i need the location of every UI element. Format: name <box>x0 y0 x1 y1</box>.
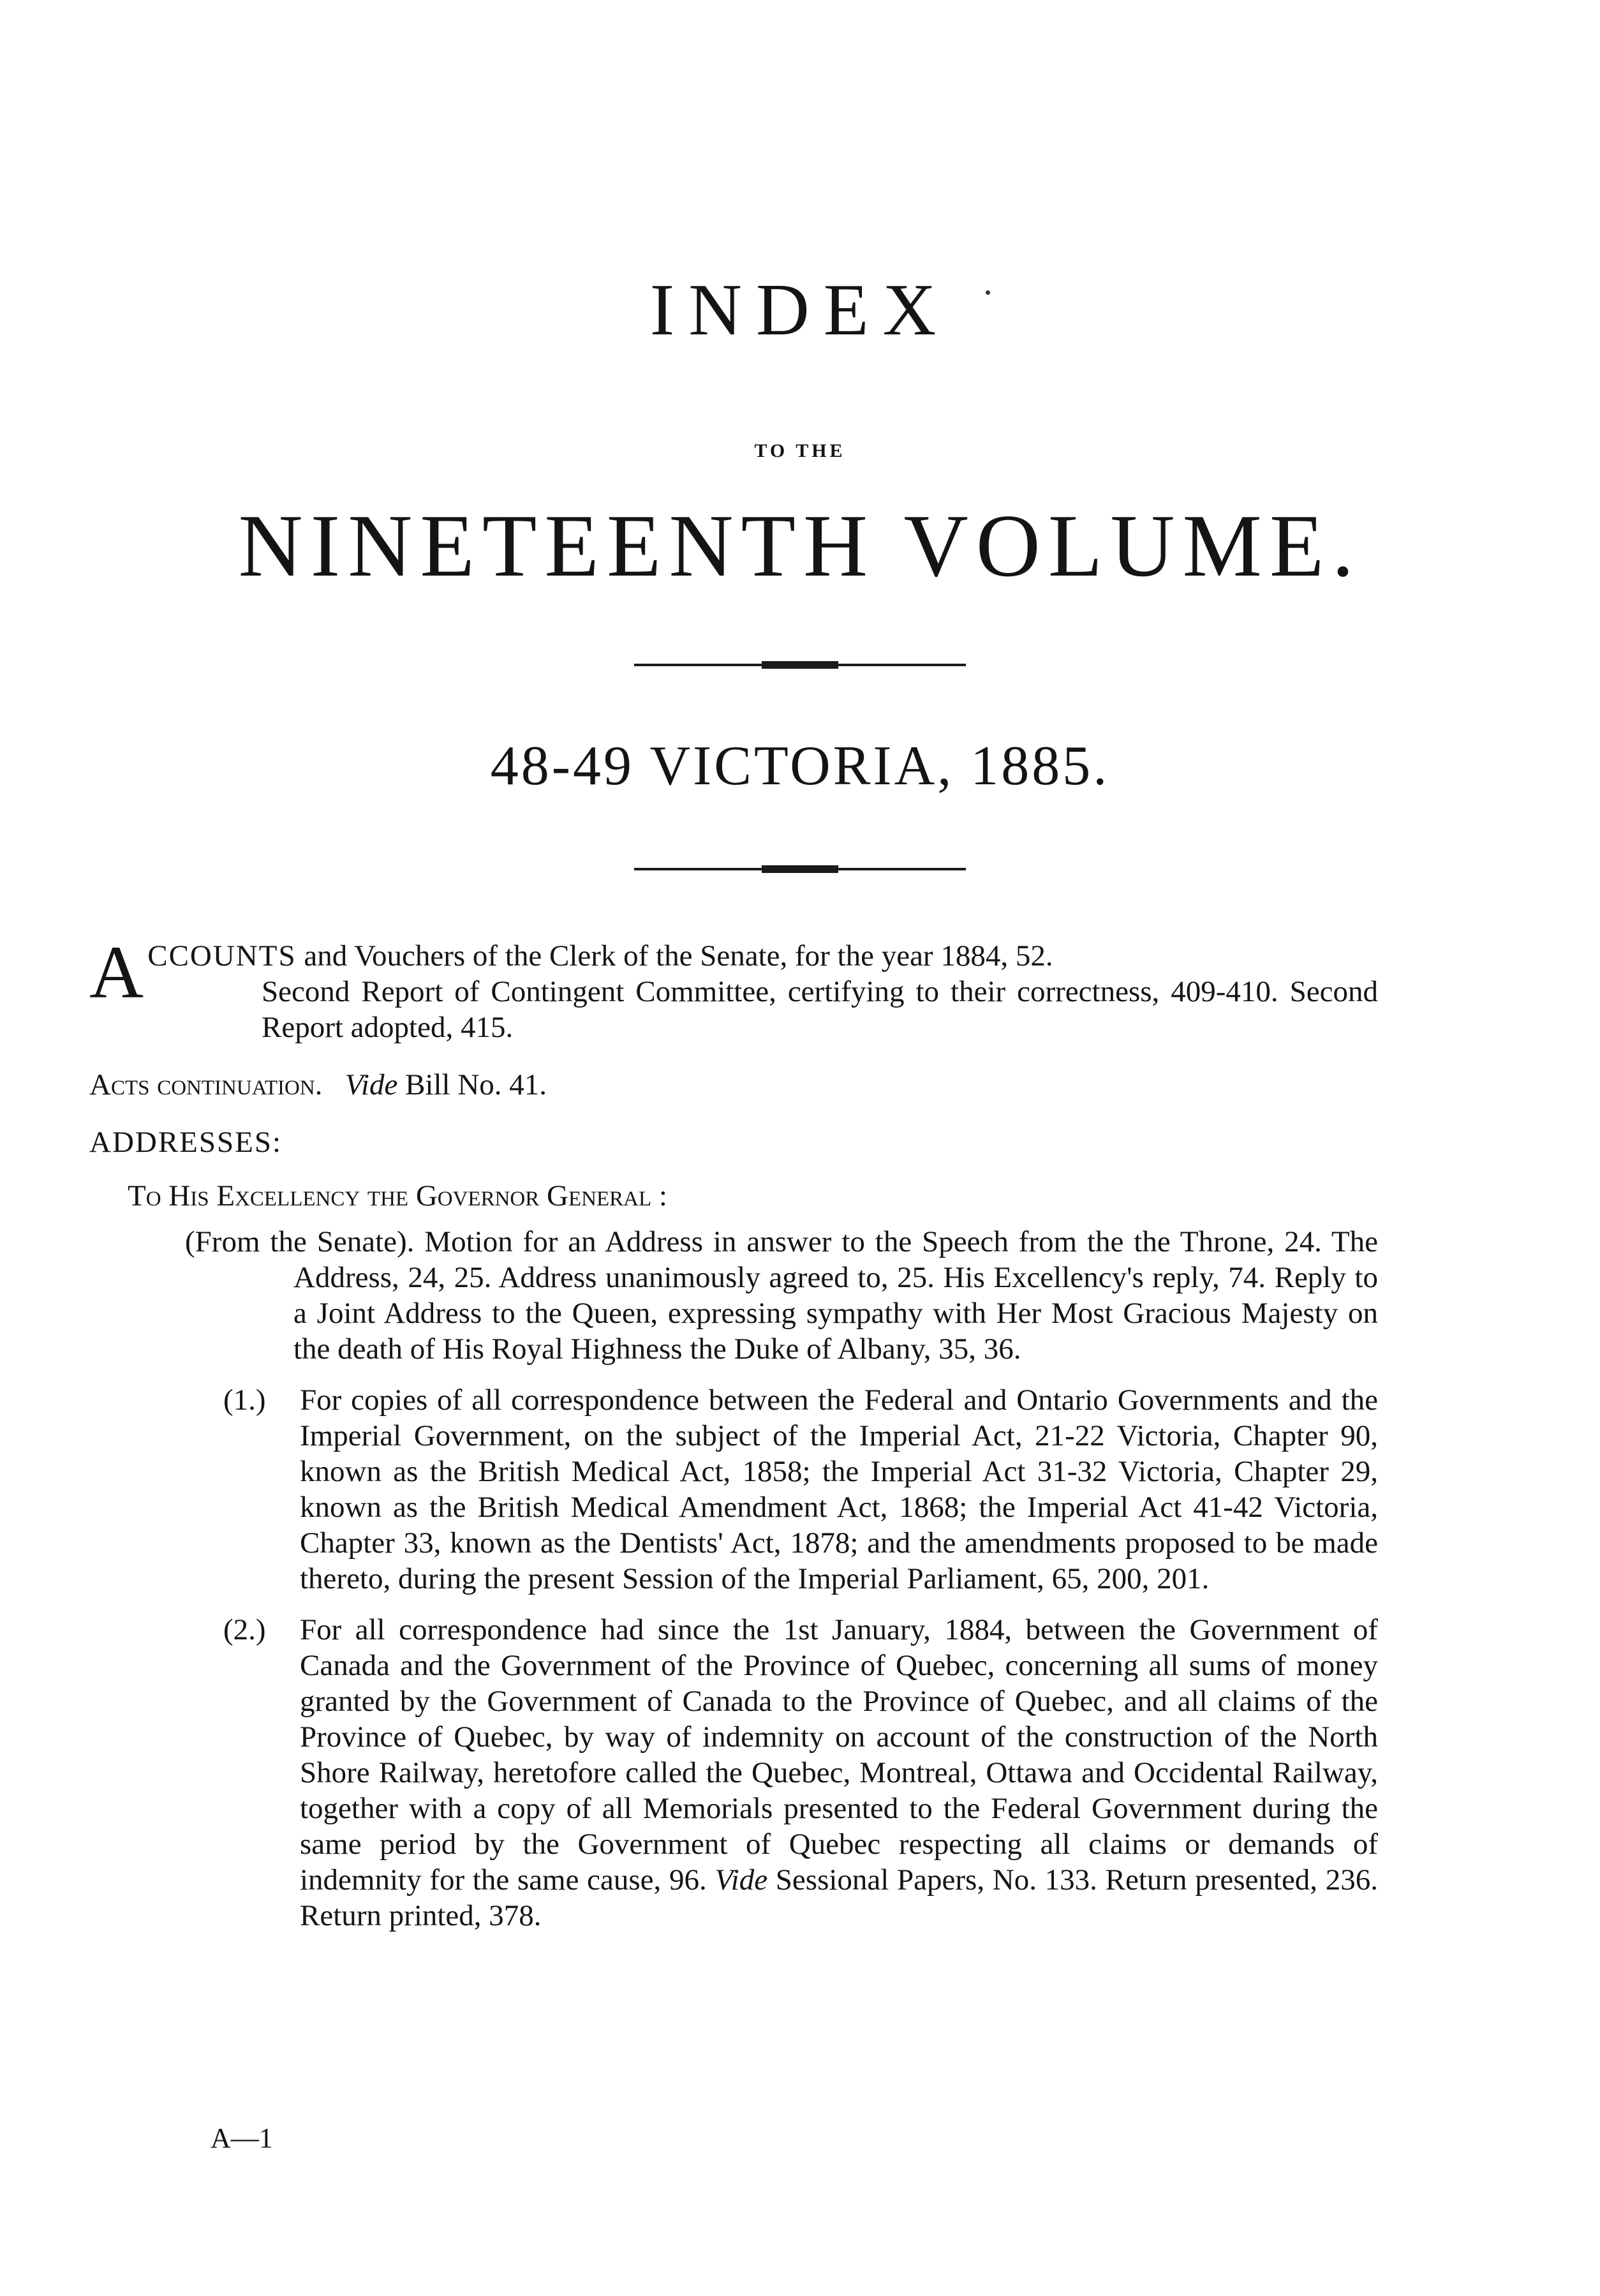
signature-mark: A—1 <box>211 2122 273 2154</box>
entry-continuation: Second Report of Contingent Committee, certifying to their correctness, 409-410. Second Report adopted, 415. <box>262 975 1378 1044</box>
ornamental-rule <box>634 664 966 666</box>
entry-item-2 <box>89 1612 1378 1934</box>
index-body <box>89 930 1379 1934</box>
vide-word: Vide <box>715 1863 768 1897</box>
item-text: For copies of all correspondence between the Federal and Ontario Governments and the Imperial Government, on the subject of the Imperial Act, 21-22 Victoria, Chapter 90, known as the British Medical Act, 1858; the Imperial Act 31-32 Victoria, Chapter 29, known as the British Medical Amendment Act, 1868; the Imperial Act 41-42 Victoria, Chapter 33, known as the Dentists' Act, 1878; and the amendments proposed to be made thereto, during the present Session of the Imperial Parliament, 65, 200, 201. <box>300 1383 1378 1595</box>
entry-text: and Vouchers of the Clerk of the Senate, for the year 1884, 52. <box>304 939 1053 973</box>
item-number: (1.) <box>223 1383 266 1417</box>
item-number: (2.) <box>223 1613 266 1646</box>
entry-heading: CCOUNTS <box>147 939 297 973</box>
entry-reference: Bill No. 41. <box>405 1068 547 1101</box>
entry-accounts <box>89 930 1378 1045</box>
entry-from-senate: (From the Senate). Motion for an Address in answer to the Speech from the the Throne, 24. The Address, 24, 25. Address unanimously agreed to, 25. His Excellency's reply, 74. Reply to a Joint Address to the Queen, expressing sympathy with Her Most Gracious Majesty on the death of His Royal Highness the Duke of Albany, 35, 36. <box>185 1225 1378 1366</box>
entry-first-line <box>89 938 1378 974</box>
entry-item-1 <box>89 1382 1378 1597</box>
drop-cap: A <box>89 930 144 1014</box>
vide-word: Vide <box>344 1068 398 1101</box>
stray-ink-mark <box>986 290 990 295</box>
addresses-heading: ADDRESSES: <box>89 1126 283 1159</box>
session-title: 48-49 VICTORIA, 1885. <box>490 735 1110 797</box>
item-text: For all correspondence had since the 1st January, 1884, between the Government of Canada and the Government of the Province of Quebec, concerning all sums of money granted by the Government of Canada to the Province of Quebec, and all claims of the Province of Quebec, by way of indemnity on account of the construction of the North Shore Railway, heretofore called the Quebec, Montreal, Ottawa and Occidental Railway, together with a copy of all Memorials presented to the Federal Government during the same period by the Government of Quebec respecting all claims or demands of indemnity for the same cause, 96. <box>300 1613 1378 1897</box>
volume-title: NINETEENTH VOLUME. <box>238 496 1362 595</box>
item-text-continued: Sessional Papers, No. 133. Return presented, 236. Return printed, 378. <box>300 1863 1379 1932</box>
addresses-subheading: To His Excellency the Governor General : <box>128 1179 667 1212</box>
index-title: INDEX <box>649 269 951 351</box>
entry-heading: Acts continuation. <box>89 1068 323 1101</box>
to-the-label: TO THE <box>754 440 846 461</box>
ornamental-rule <box>634 868 966 870</box>
entry-acts <box>89 1067 1378 1103</box>
